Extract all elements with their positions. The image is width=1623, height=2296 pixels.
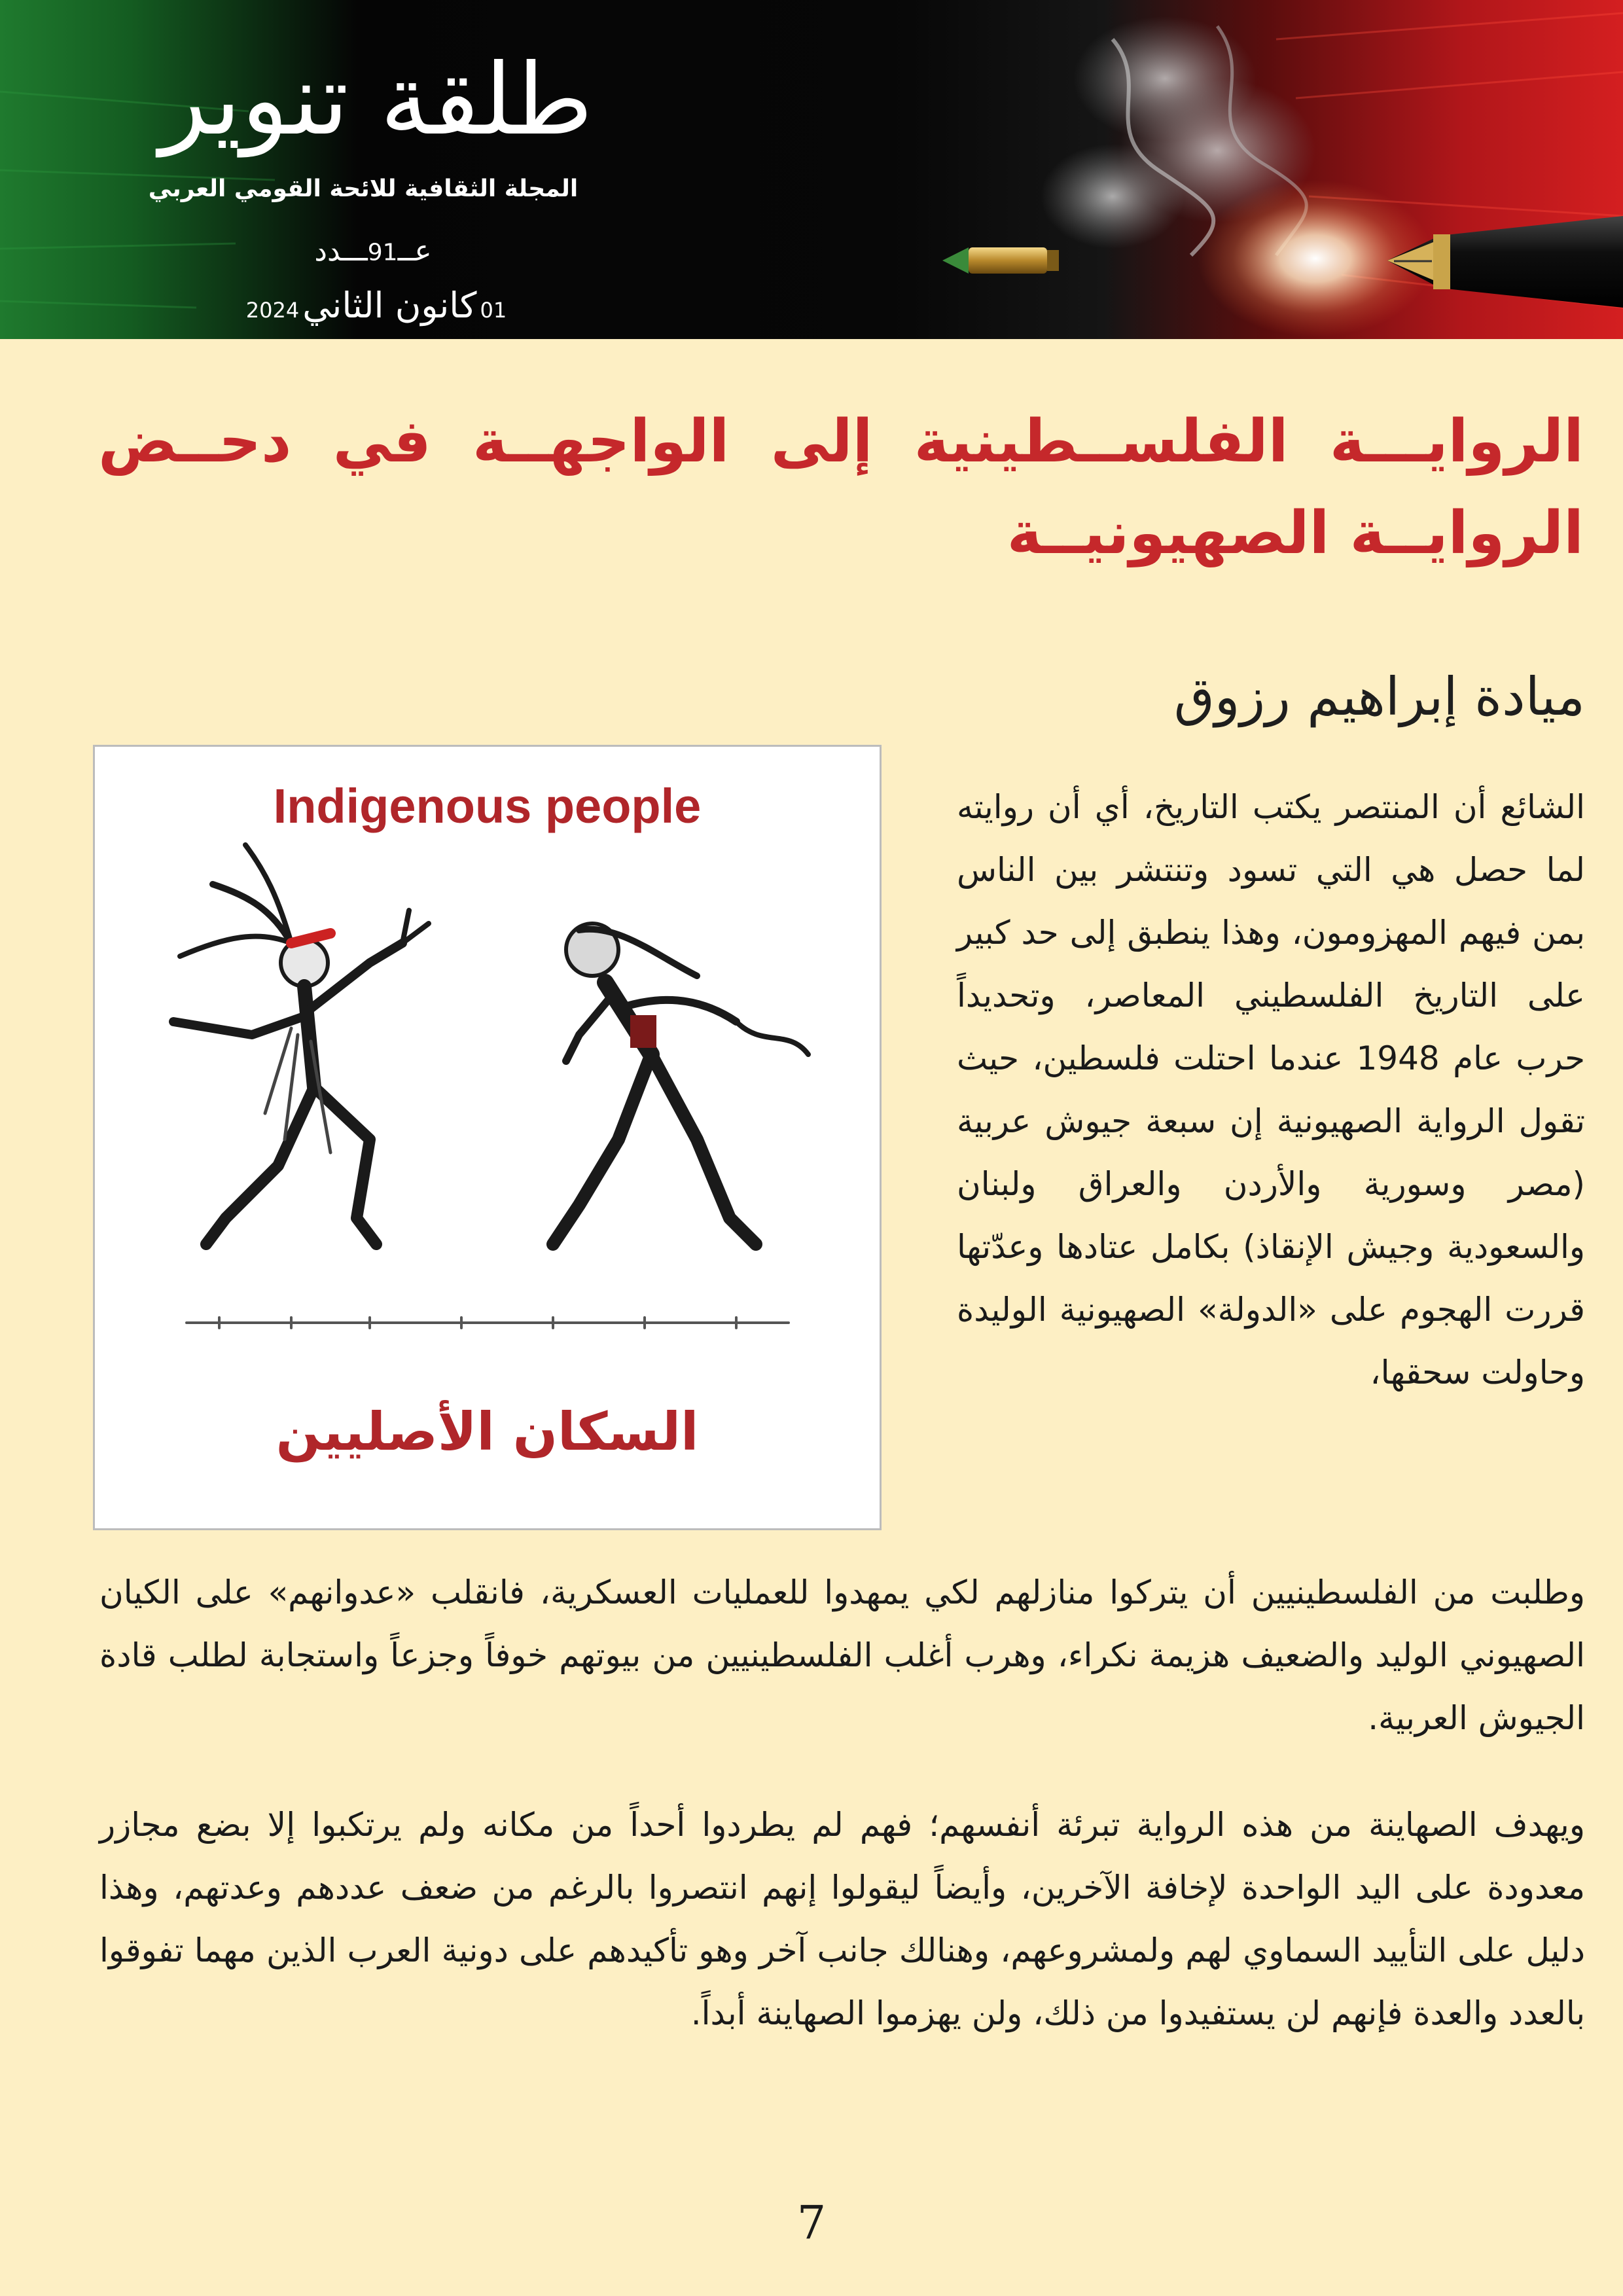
date-day: 01: [480, 298, 507, 323]
date-month: كانون الثاني: [302, 285, 477, 326]
issue-date: [193, 285, 560, 326]
article-author: ميادة إبراهيم رزوق: [1173, 666, 1585, 727]
paragraph-1-continued: وطلبت من الفلسطينيين أن يتركوا منازلهم لكي يمهدوا للعمليات العسكرية، فانقلب «عدوانهم» على الكيان الصهيوني الوليد والضعيف هزيمة نكراء، وهرب أغلب الفلسطينيين من بيوتهم خوفاً وجزعاً واستجابة لطلب قادة الجيوش العربية.: [99, 1573, 1585, 1737]
palestinian-figure: [553, 924, 808, 1244]
magazine-title: طلقة تنوير: [159, 43, 594, 157]
figure-caption-english: Indigenous people: [273, 779, 702, 833]
issue-number: [262, 234, 484, 267]
issue-value: 91: [367, 239, 398, 266]
paragraph-1-side-column: الشائع أن المنتصر يكتب التاريخ، أي أن روايته لما حصل هي التي تسود وتنتشر بين الناس بمن فيهم المهزومون، وهذا ينطبق إلى حد كبير على التاريخ الفلسطيني المعاصر، وتحديداً حرب عام 1948 عندما احتلت فلسطين، حيث تقول الرواية الصهيونية إن سبعة جيوش عربية (مصر وسورية والأردن والعراق ولبنان والسعودية وجيش الإنقاذ) بكامل عتادها وعدّتها قررت الهجوم على «الدولة» الصهيونية الوليدة وحاولت سحقها،: [957, 788, 1585, 1391]
issue-suffix: ـــدد: [314, 234, 368, 268]
magazine-subtitle: المجلة الثقافية للائحة القومي العربي: [148, 175, 579, 202]
indigenous-dancer-figure: [173, 845, 429, 1244]
date-year: 2024: [245, 298, 300, 323]
figure-caption-arabic: السكان الأصليين: [276, 1401, 699, 1462]
article-figure: [93, 745, 882, 1530]
page-number: 7: [796, 2196, 827, 2250]
article-title: الروايـــة الفلســطينية إلى الواجهــة في دحــض الروايــة الصهيونيــة: [98, 407, 1584, 567]
magazine-header: [0, 0, 1623, 339]
paragraph-2: ويهدف الصهاينة من هذه الرواية تبرئة أنفسهم؛ فهم لم يطردوا أحداً من مكانه ولم يرتكبوا إلا بضع مجازر معدودة على اليد الواحدة لإخافة الآخرين، وأيضاً ليقولوا إنهم انتصروا بالرغم من ضعف عددهم وعدتهم، وهذا دليل على التأييد السماوي لهم ولمشروعهم، وهنالك جانب آخر وهو تأكيدهم على دونية العرب الذين مهما تفوقوا بالعدد والعدة فإنهم لن يستفيدوا من ذلك، ولن يهزموا الصهاينة أبداً.: [99, 1806, 1585, 2032]
issue-prefix: عــ: [397, 234, 432, 268]
